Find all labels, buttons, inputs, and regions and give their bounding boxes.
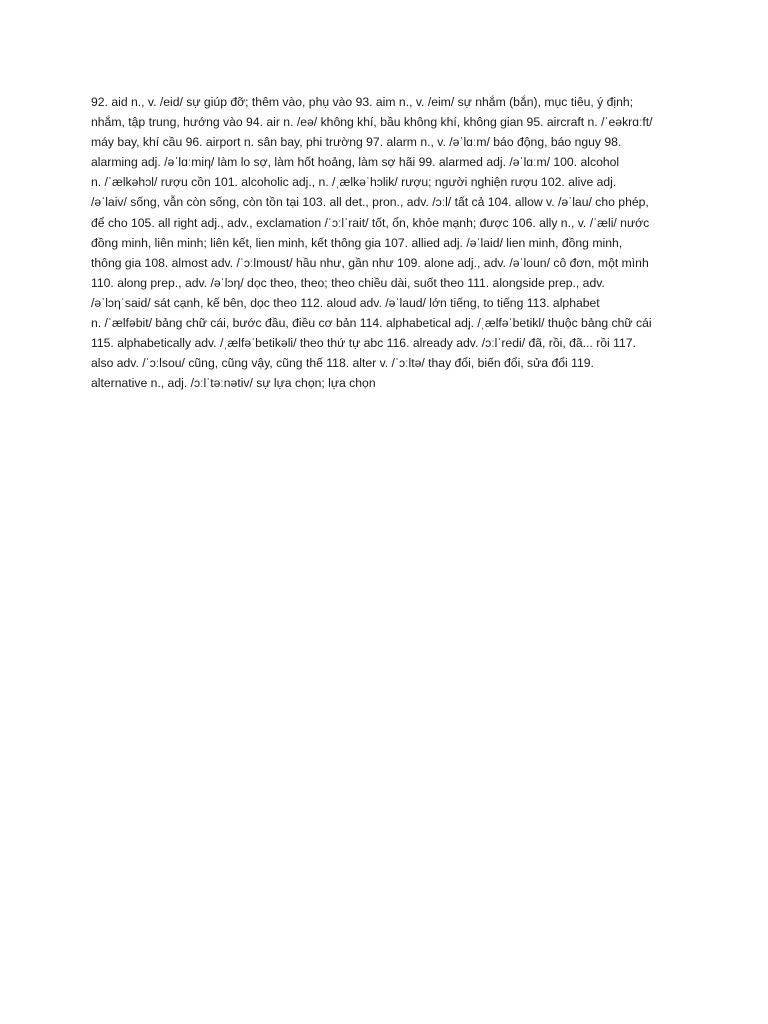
paragraph-line: máy bay, khí cầu 96. airport n. sân bay, phi trường 97. alarm n., v. /əˈlɑːm/ báo động, báo nguy 98.	[91, 135, 622, 150]
paragraph-line: để cho 105. all right adj., adv., exclamation /ˈɔːlˈrait/ tốt, ổn, khỏe mạnh; được 106. ally n., v. /ˈæli/ nước	[91, 215, 650, 230]
paragraph-line: n. /ˈælfəbit/ bảng chữ cái, bước đầu, điều cơ bản 114. alphabetical adj. /ˌælfəˈbetikl/ thuộc bảng chữ cái	[91, 316, 652, 331]
paragraph-line: alternative n., adj. /ɔːlˈtəːnətiv/ sự lựa chọn; lựa chọn	[91, 376, 376, 391]
paragraph-line: thông gia 108. almost adv. /ˈɔːlmoust/ hầu như, gần như 109. alone adj., adv. /əˈloun/ cô đơn, một mình	[91, 255, 649, 270]
paragraph-line: 110. along prep., adv. /əˈlɔη/ dọc theo, theo; theo chiều dài, suốt theo 111. alongside prep., adv.	[91, 275, 605, 290]
paragraph-line: also adv. /ˈɔːlsou/ cũng, cũng vậy, cũng thế 118. alter v. /ˈɔːltə/ thay đổi, biến đổi, sửa đổi 119.	[91, 356, 594, 371]
paragraph-line: /əˈlaiv/ sống, vẫn còn sống, còn tồn tại 103. all det., pron., adv. /ɔːl/ tất cả 104. allow v. /əˈlau/ cho phép,	[91, 195, 649, 210]
paragraph-line: 115. alphabetically adv. /ˌælfəˈbetikəli/ theo thứ tự abc 116. already adv. /ɔːlˈredi/ đã, rồi, đã... rồi 117.	[91, 336, 636, 351]
vocabulary-paragraph	[91, 92, 691, 393]
paragraph-line: 92. aid n., v. /eid/ sự giúp đỡ; thêm vào, phụ vào 93. aim n., v. /eim/ sự nhắm (bắn), mục tiêu, ý định;	[91, 95, 634, 109]
paragraph-line: đồng minh, liên minh; liên kết, lien minh, kết thông gia 107. allied adj. /əˈlaid/ lien minh, đồng minh,	[91, 235, 623, 250]
paragraph-line: n. /ˈælkəhɔl/ rượu cồn 101. alcoholic adj., n. /ˌælkəˈhɔlik/ rượu; người nghiện rượu 102. alive adj.	[91, 175, 617, 190]
paragraph-line: /əˈlɔηˈsaid/ sát cạnh, kế bên, dọc theo 112. aloud adv. /əˈlaud/ lớn tiếng, to tiếng 113. alphabet	[91, 295, 600, 310]
paragraph-line: alarming adj. /əˈlɑːmiη/ làm lo sợ, làm hốt hoảng, làm sợ hãi 99. alarmed adj. /əˈlɑːm/ 100. alcohol	[91, 155, 620, 170]
paragraph-line: nhắm, tập trung, hướng vào 94. air n. /eə/ không khí, bầu không khí, không gian 95. aircraft n. /ˈeəkrɑːft/	[91, 115, 653, 130]
